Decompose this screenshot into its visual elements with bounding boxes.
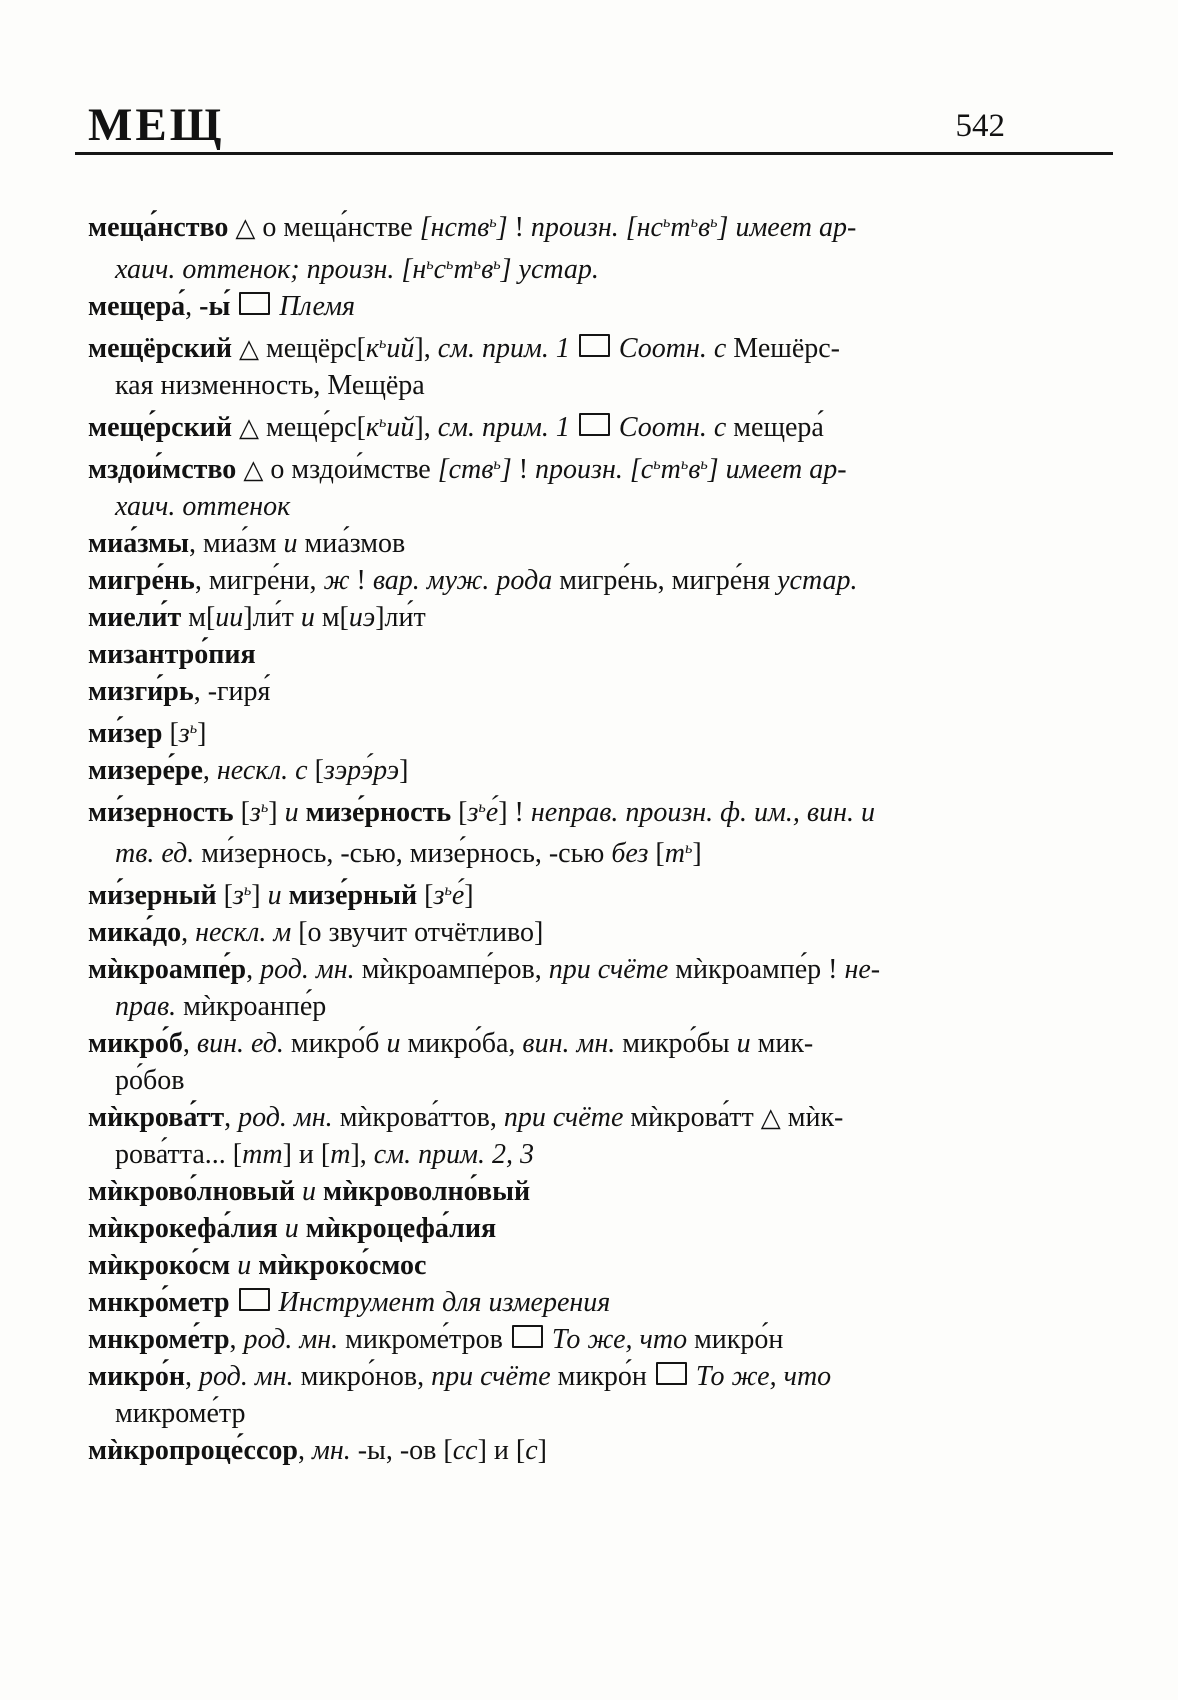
- entry-text-segment: То же, что: [551, 1324, 688, 1356]
- entry-text-segment: о меща́нстве: [255, 211, 420, 243]
- dictionary-entry: [88, 1432, 1078, 1469]
- entry-text-segment: к: [365, 411, 379, 443]
- entry-text-segment: ]ли́т: [243, 601, 301, 633]
- entry-text-segment: ий: [386, 332, 415, 364]
- entry-text-segment: ми́зерный: [88, 880, 217, 912]
- entry-text-segment: род. мн.: [238, 1102, 333, 1134]
- entry-text-segment: нескл. м: [195, 917, 292, 949]
- dictionary-entry: [88, 1247, 1078, 1284]
- entry-text-segment: мѝкроампе́р: [88, 954, 247, 986]
- entry-text-segment: ] и [: [477, 1435, 526, 1467]
- entry-text-segment: ]ли́т: [375, 601, 426, 633]
- entry-text-segment: микро́б: [88, 1028, 183, 1060]
- entry-text-segment: т: [660, 453, 681, 485]
- entry-text-segment: рова́тта... [: [115, 1139, 243, 1171]
- entry-text-segment: сс: [452, 1435, 478, 1467]
- entry-text-segment: вар. муж. рода: [372, 564, 553, 596]
- dictionary-entry: [88, 636, 1078, 673]
- entry-text-segment: ]: [500, 453, 512, 485]
- entry-text-segment: миа́змов: [297, 527, 406, 559]
- entry-text-segment: мѝк-: [780, 1102, 844, 1134]
- dictionary-entry: [88, 404, 1078, 446]
- entry-text-segment: в: [697, 211, 711, 243]
- entry-text-segment: ],: [414, 411, 438, 443]
- dictionary-entry: [88, 673, 1078, 710]
- entry-text-segment: род. мн.: [199, 1361, 294, 1393]
- entry-text-segment: устар.: [518, 253, 599, 285]
- entry-text-segment: и: [283, 527, 298, 559]
- dictionary-entry: [88, 1173, 1078, 1210]
- entry-text-segment: мѝкрова́ттов,: [332, 1102, 504, 1134]
- entry-text-segment: ми́зерность: [88, 796, 234, 828]
- entry-text-segment: ,: [202, 754, 217, 786]
- entry-text-segment: ,: [181, 917, 196, 949]
- entry-text-segment: ],: [350, 1139, 374, 1171]
- entry-text-segment: Мешёрс-: [726, 332, 840, 364]
- entry-text-segment: ,: [246, 954, 261, 986]
- entry-text-segment: !: [511, 453, 536, 485]
- dictionary-entry: [88, 1099, 1078, 1173]
- entry-text-segment: неправ. произн. ф. им., вин. и: [530, 796, 875, 828]
- entry-text-segment: о мздои́мстве: [263, 453, 438, 485]
- entry-text-segment: мизере́ре: [88, 754, 203, 786]
- entry-text-segment: хаич. оттенок: [115, 490, 291, 522]
- dictionary-entry: [88, 446, 1078, 525]
- entry-text-segment: , миа́зм: [189, 527, 284, 559]
- entry-text-segment: мизантро́пия: [88, 638, 256, 670]
- dictionary-entry: [88, 562, 1078, 599]
- entry-text-segment: т: [330, 1139, 351, 1171]
- entry-text-segment: в: [688, 453, 701, 485]
- entry-text-segment: -ы́: [199, 290, 231, 322]
- dictionary-entry: [88, 525, 1078, 562]
- entry-text-segment: ь: [493, 454, 501, 473]
- entry-text-segment: [282, 880, 289, 911]
- pronunciation-triangle-icon: △: [235, 212, 256, 242]
- entry-text-segment: [: [451, 796, 468, 828]
- entry-text-segment: в: [481, 253, 494, 285]
- entry-text-segment: Соотн. с: [618, 332, 727, 364]
- entry-text-segment: не-: [844, 954, 881, 986]
- entry-text-segment: мѝкрова́тт: [88, 1102, 225, 1134]
- dictionary-entry: [88, 288, 1078, 325]
- dictionary-entry: [88, 872, 1078, 914]
- entry-text-segment: миели́т: [88, 601, 182, 633]
- entry-text-segment: з: [232, 880, 244, 912]
- definition-square-icon: [579, 413, 610, 436]
- entry-text-segment: мещера́: [726, 411, 824, 443]
- entry-text-segment: [с: [629, 453, 654, 485]
- entry-text-segment: т: [670, 211, 691, 243]
- entry-text-segment: мик-: [750, 1028, 814, 1060]
- entry-text-segment: мещёрский: [88, 332, 232, 364]
- entry-text-segment: ии: [215, 601, 244, 633]
- entry-text-segment: ро́бов: [115, 1065, 185, 1097]
- entry-text-segment: ми́зернось, -сью, мизе́рнось, -сью: [194, 838, 612, 870]
- entry-text-segment: -ы, -ов [: [350, 1435, 453, 1467]
- entry-text-segment: мизги́рь: [88, 675, 194, 707]
- entry-text-segment: микро́н: [88, 1361, 186, 1393]
- entry-text-segment: е́: [451, 880, 465, 912]
- entry-text-segment: кая низменность, Мещёра: [115, 369, 425, 401]
- entry-text-segment: микро́н: [550, 1361, 647, 1393]
- entry-text-segment: мѝкроко́см: [88, 1250, 231, 1282]
- entry-text-segment: [о звучит отчётливо]: [291, 917, 544, 949]
- entry-text-segment: т: [453, 253, 474, 285]
- entry-text-segment: имеет ар-: [735, 211, 857, 243]
- entry-text-segment: ]: [496, 211, 508, 243]
- entry-text-segment: То же, что: [695, 1361, 832, 1393]
- entry-text-segment: при счёте: [503, 1102, 624, 1134]
- entry-text-segment: см. прим. 1: [437, 332, 570, 364]
- entry-text-segment: и: [237, 1250, 252, 1282]
- entry-text-segment: , -гиря́: [193, 675, 271, 707]
- entry-text-segment: мнкроме́тр: [88, 1324, 230, 1356]
- entry-text-segment: тт: [242, 1139, 283, 1171]
- entry-text-segment: ь: [446, 254, 454, 273]
- entry-text-segment: [нс: [625, 211, 663, 243]
- entry-text-segment: [299, 1213, 306, 1244]
- entry-text-segment: микро́б: [283, 1028, 387, 1060]
- dictionary-entry: [88, 1321, 1078, 1358]
- entry-text-segment: ,: [297, 1435, 312, 1467]
- entry-text-segment: см. прим. 2, 3: [373, 1139, 534, 1171]
- entry-text-segment: !: [507, 211, 531, 243]
- entry-text-segment: с: [525, 1435, 538, 1467]
- entry-text-segment: вин. ед.: [196, 1028, 284, 1060]
- entry-text-segment: ,: [229, 1324, 244, 1356]
- entry-text-segment: ь: [379, 333, 387, 352]
- dictionary-entry: [88, 710, 1078, 752]
- entry-text-segment: , мигре́ни,: [194, 564, 324, 596]
- entry-text-segment: з: [433, 880, 445, 912]
- entry-text-segment: ,: [224, 1102, 239, 1134]
- entry-text-segment: ь: [493, 254, 501, 273]
- entry-text-segment: [: [216, 880, 233, 912]
- entry-text-segment: мещера́: [88, 290, 186, 322]
- entry-text-segment: [: [648, 838, 665, 870]
- entry-text-segment: [нств: [419, 211, 490, 243]
- entry-text-segment: род. мн.: [260, 954, 355, 986]
- entry-text-segment: ]: [717, 211, 736, 243]
- entry-text-segment: хаич. оттенок; произн.: [115, 253, 402, 285]
- entry-text-segment: Инструмент для измерения: [278, 1287, 611, 1319]
- entry-text-segment: е́: [485, 796, 499, 828]
- entry-text-segment: мѝкрово́лновый: [88, 1176, 296, 1208]
- entry-text-segment: !: [349, 564, 373, 596]
- entry-text-segment: мѝкроволно́вый: [323, 1176, 531, 1208]
- entry-text-segment: ]: [500, 253, 519, 285]
- entry-text-segment: мѝкроко́смос: [258, 1250, 427, 1282]
- entry-text-segment: ь: [260, 797, 269, 816]
- entry-text-segment: микроме́тр: [115, 1398, 246, 1430]
- entry-text-segment: ь: [700, 454, 708, 473]
- entry-text-segment: и: [267, 880, 282, 912]
- entry-text-segment: ,: [185, 1361, 200, 1393]
- dictionary-entry: [88, 599, 1078, 636]
- entry-text-segment: ,: [185, 290, 200, 322]
- entry-text-segment: з: [249, 796, 261, 828]
- entry-text-segment: миа́змы: [88, 527, 189, 559]
- entry-text-segment: род. мн.: [243, 1324, 339, 1356]
- entry-text-segment: [232, 412, 239, 443]
- entry-text-segment: ь: [690, 213, 698, 231]
- entry-text-segment: м[: [314, 601, 349, 633]
- entry-text-segment: ий: [386, 411, 415, 443]
- dictionary-entry: [88, 1358, 1078, 1432]
- definition-square-icon: [656, 1362, 687, 1385]
- entry-text-segment: ]: [251, 880, 268, 912]
- entry-text-segment: мизе́рность: [305, 796, 452, 828]
- entry-text-segment: и: [736, 1028, 751, 1060]
- entry-text-segment: ь: [684, 839, 693, 858]
- entry-list: [88, 204, 1078, 1469]
- entry-text-segment: и: [386, 1028, 401, 1060]
- entry-text-segment: меще́рский: [88, 411, 232, 443]
- entry-text-segment: см. прим. 1: [437, 411, 570, 443]
- entry-text-segment: ь: [189, 718, 198, 737]
- pronunciation-triangle-icon: △: [238, 333, 259, 363]
- entry-text-segment: при счёте: [548, 954, 669, 986]
- entry-text-segment: ь: [379, 412, 387, 431]
- entry-text-segment: тв. ед.: [115, 838, 195, 870]
- entry-text-segment: ]: [399, 754, 409, 786]
- entry-text-segment: мѝкроанпе́р: [176, 991, 327, 1023]
- entry-text-segment: мѝкроампе́ров,: [354, 954, 549, 986]
- entry-text-segment: ь: [473, 254, 482, 273]
- entry-text-segment: [295, 1176, 302, 1207]
- entry-text-segment: ь: [478, 797, 486, 816]
- entry-text-segment: ж: [323, 564, 350, 596]
- page-number: 542: [955, 108, 1005, 144]
- definition-square-icon: [239, 292, 270, 315]
- entry-text-segment: иэ: [348, 601, 376, 633]
- dictionary-entry: [88, 914, 1078, 951]
- pronunciation-triangle-icon: △: [243, 454, 264, 484]
- entry-text-segment: ь: [489, 213, 497, 231]
- entry-text-segment: мѝкроампе́р !: [668, 954, 845, 986]
- header-rule: [75, 152, 1113, 155]
- entry-text-segment: и: [284, 796, 299, 828]
- entry-text-segment: [299, 796, 306, 827]
- entry-text-segment: произн.: [530, 211, 626, 243]
- entry-text-segment: вин. мн.: [522, 1028, 616, 1060]
- running-head: МЕЩ: [88, 99, 225, 151]
- entry-text-segment: [316, 1176, 323, 1207]
- entry-text-segment: ми́зер: [88, 717, 163, 749]
- dictionary-entry: [88, 325, 1078, 404]
- dictionary-entry: [88, 1284, 1078, 1321]
- entry-text-segment: [: [307, 754, 324, 786]
- entry-text-segment: прав.: [115, 991, 177, 1023]
- entry-text-segment: зэрэ́рэ: [323, 754, 400, 786]
- entry-text-segment: ь: [426, 254, 434, 273]
- entry-text-segment: ь: [710, 213, 718, 231]
- entry-text-segment: микро́н: [687, 1324, 784, 1356]
- entry-text-segment: устар.: [777, 564, 858, 596]
- entry-text-segment: и: [284, 1213, 299, 1245]
- dictionary-entry: [88, 1210, 1078, 1247]
- entry-text-segment: и: [300, 601, 315, 633]
- entry-text-segment: к: [365, 332, 379, 364]
- entry-text-segment: мн.: [311, 1435, 351, 1467]
- entry-text-segment: мигре́нь: [88, 564, 195, 596]
- entry-text-segment: ь: [444, 881, 452, 900]
- entry-text-segment: ]: [268, 796, 285, 828]
- entry-text-segment: мѝкропроце́ссор: [88, 1435, 298, 1467]
- entry-text-segment: ]: [537, 1435, 547, 1467]
- entry-text-segment: мика́до: [88, 917, 182, 949]
- entry-text-segment: т: [664, 838, 685, 870]
- entry-text-segment: микро́ба,: [400, 1028, 523, 1060]
- entry-text-segment: [: [162, 717, 179, 749]
- dictionary-entry: [88, 789, 1078, 873]
- entry-text-segment: ь: [243, 881, 252, 900]
- dictionary-entry: [88, 752, 1078, 789]
- entry-text-segment: мизе́рный: [288, 880, 418, 912]
- entry-text-segment: [: [233, 796, 250, 828]
- entry-text-segment: ]: [707, 453, 726, 485]
- dictionary-entry: [88, 1025, 1078, 1099]
- entry-text-segment: мещёрс[: [259, 332, 366, 364]
- entry-text-segment: з: [467, 796, 479, 828]
- entry-text-segment: ,: [182, 1028, 197, 1060]
- definition-square-icon: [239, 1288, 270, 1311]
- entry-text-segment: без: [611, 838, 649, 870]
- entry-text-segment: меща́нство: [88, 211, 229, 243]
- entry-text-segment: м[: [181, 601, 216, 633]
- entry-text-segment: з: [178, 717, 190, 749]
- entry-text-segment: микроме́тров: [338, 1324, 503, 1356]
- entry-text-segment: Племя: [279, 290, 356, 322]
- entry-text-segment: [н: [401, 253, 427, 285]
- entry-text-segment: ь: [653, 454, 661, 473]
- entry-text-segment: мѝкрокефа́лия: [88, 1213, 278, 1245]
- entry-text-segment: ]: [197, 717, 207, 749]
- definition-square-icon: [512, 1325, 543, 1348]
- entry-text-segment: [ств: [437, 453, 494, 485]
- entry-text-segment: микро́бы: [615, 1028, 737, 1060]
- entry-text-segment: мигре́нь, мигре́ня: [552, 564, 778, 596]
- entry-text-segment: мѝкроцефа́лия: [305, 1213, 497, 1245]
- entry-text-segment: ь: [662, 213, 671, 231]
- entry-text-segment: [232, 333, 239, 364]
- entry-text-segment: ],: [414, 332, 438, 364]
- entry-text-segment: Соотн. с: [618, 411, 727, 443]
- entry-text-segment: ]: [464, 880, 474, 912]
- dictionary-entry: [88, 204, 1078, 288]
- entry-text-segment: ]: [692, 838, 702, 870]
- entry-text-segment: мнкро́метр: [88, 1287, 230, 1319]
- pronunciation-triangle-icon: △: [238, 412, 259, 442]
- entry-text-segment: [278, 1213, 285, 1244]
- entry-text-segment: нескл. с: [216, 754, 308, 786]
- dictionary-entry: [88, 951, 1078, 1025]
- entry-text-segment: микро́нов,: [293, 1361, 432, 1393]
- pronunciation-triangle-icon: △: [760, 1103, 781, 1133]
- entry-text-segment: мздои́мство: [88, 453, 237, 485]
- definition-square-icon: [579, 334, 610, 357]
- entry-text-segment: ] !: [498, 796, 531, 828]
- entry-text-segment: меще́рс[: [259, 411, 366, 443]
- entry-text-segment: при счёте: [431, 1361, 551, 1393]
- entry-text-segment: и: [302, 1176, 317, 1208]
- entry-text-segment: произн.: [535, 453, 630, 485]
- entry-text-segment: с: [433, 253, 447, 285]
- entry-text-segment: ] и [: [282, 1139, 331, 1171]
- entry-text-segment: ь: [680, 454, 689, 473]
- entry-text-segment: [: [417, 880, 434, 912]
- entry-text-segment: имеет ар-: [725, 453, 847, 485]
- entry-text-segment: мѝкрова́тт: [623, 1102, 761, 1134]
